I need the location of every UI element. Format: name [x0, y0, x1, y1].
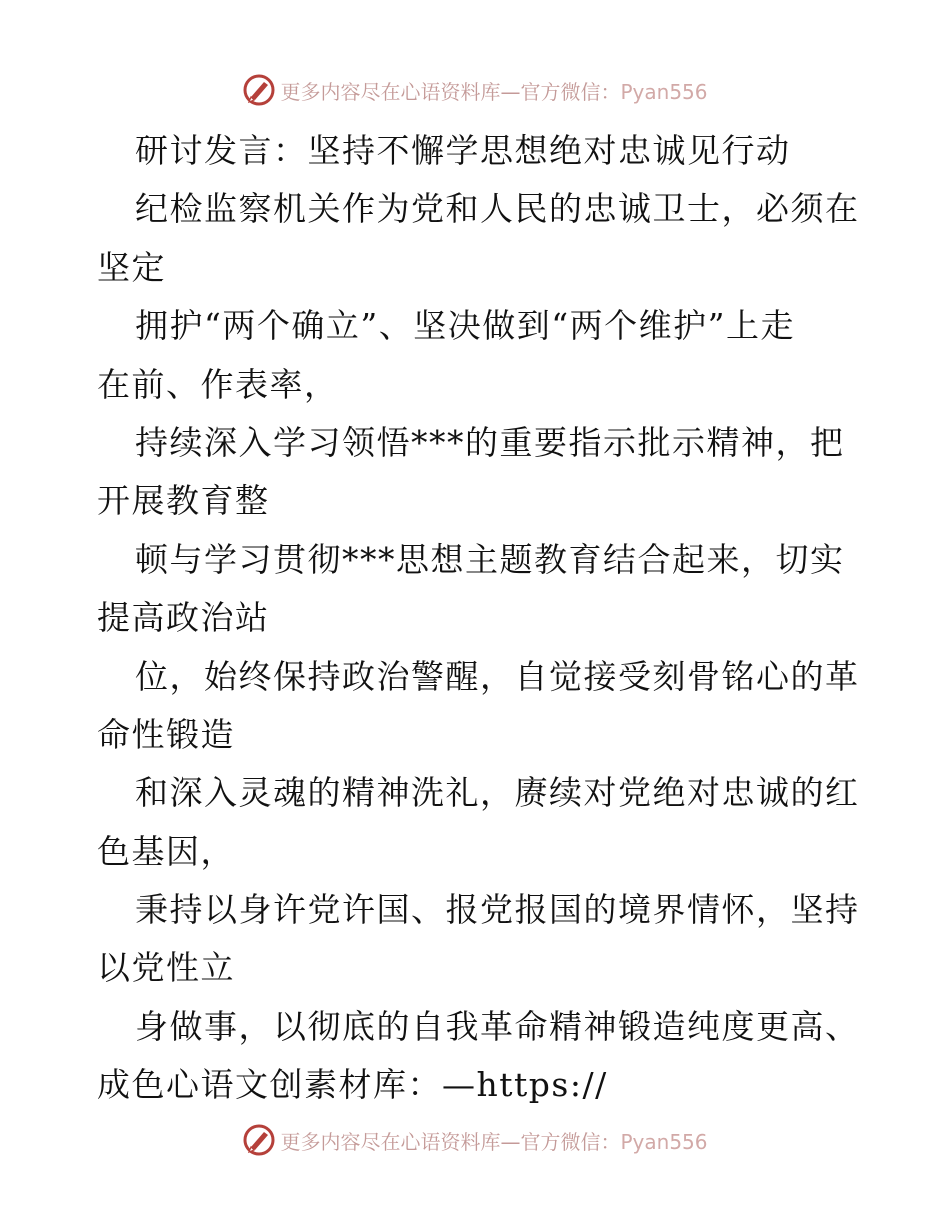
paragraph-line: 拥护“两个确立”、坚决做到“两个维护”上走 [135, 306, 795, 346]
paragraph-line: 位，始终保持政治警醒，自觉接受刻骨铭心的革 [135, 656, 860, 696]
header-watermark-id: Pyan556 [620, 79, 708, 104]
paragraph-line: 成色心语文创素材库：—https:// [97, 1065, 608, 1105]
footer-watermark [0, 1120, 950, 1160]
pen-logo-icon [242, 1123, 276, 1157]
paragraph-line: 色基因， [97, 831, 235, 871]
header-watermark-text: 更多内容尽在心语资料库—官方微信：Pyan556 [280, 79, 708, 104]
footer-watermark-id: Pyan556 [620, 1129, 708, 1154]
paragraph-line: 顿与学习贯彻***思想主题教育结合起来，切实 [135, 539, 845, 579]
paragraph-line: 和深入灵魂的精神洗礼，赓续对党绝对忠诚的红 [135, 773, 860, 813]
header-watermark [0, 70, 950, 110]
paragraph-line: 以党性立 [97, 948, 235, 988]
footer-watermark-text: 更多内容尽在心语资料库—官方微信：Pyan556 [280, 1129, 708, 1154]
document-title: 研讨发言：坚持不懈学思想绝对忠诚见行动 [135, 131, 791, 170]
paragraph-line: 开展教育整 [97, 481, 270, 521]
pen-logo-icon [242, 73, 276, 107]
paragraph-line: 坚定 [97, 247, 166, 287]
paragraph-line: 命性锻造 [97, 714, 235, 754]
paragraph-line: 提高政治站 [97, 598, 270, 638]
paragraph-line: 在前、作表率， [97, 364, 339, 404]
paragraph-line: 持续深入学习领悟***的重要指示批示精神，把 [135, 422, 845, 462]
paragraph-line: 纪检监察机关作为党和人民的忠诚卫士，必须在 [135, 189, 860, 229]
paragraph-line: 秉持以身许党许国、报党报国的境界情怀，坚持 [135, 890, 860, 930]
paragraph-line: 身做事，以彻底的自我革命精神锻造纯度更高、 [135, 1006, 860, 1046]
document-body [97, 122, 860, 1115]
